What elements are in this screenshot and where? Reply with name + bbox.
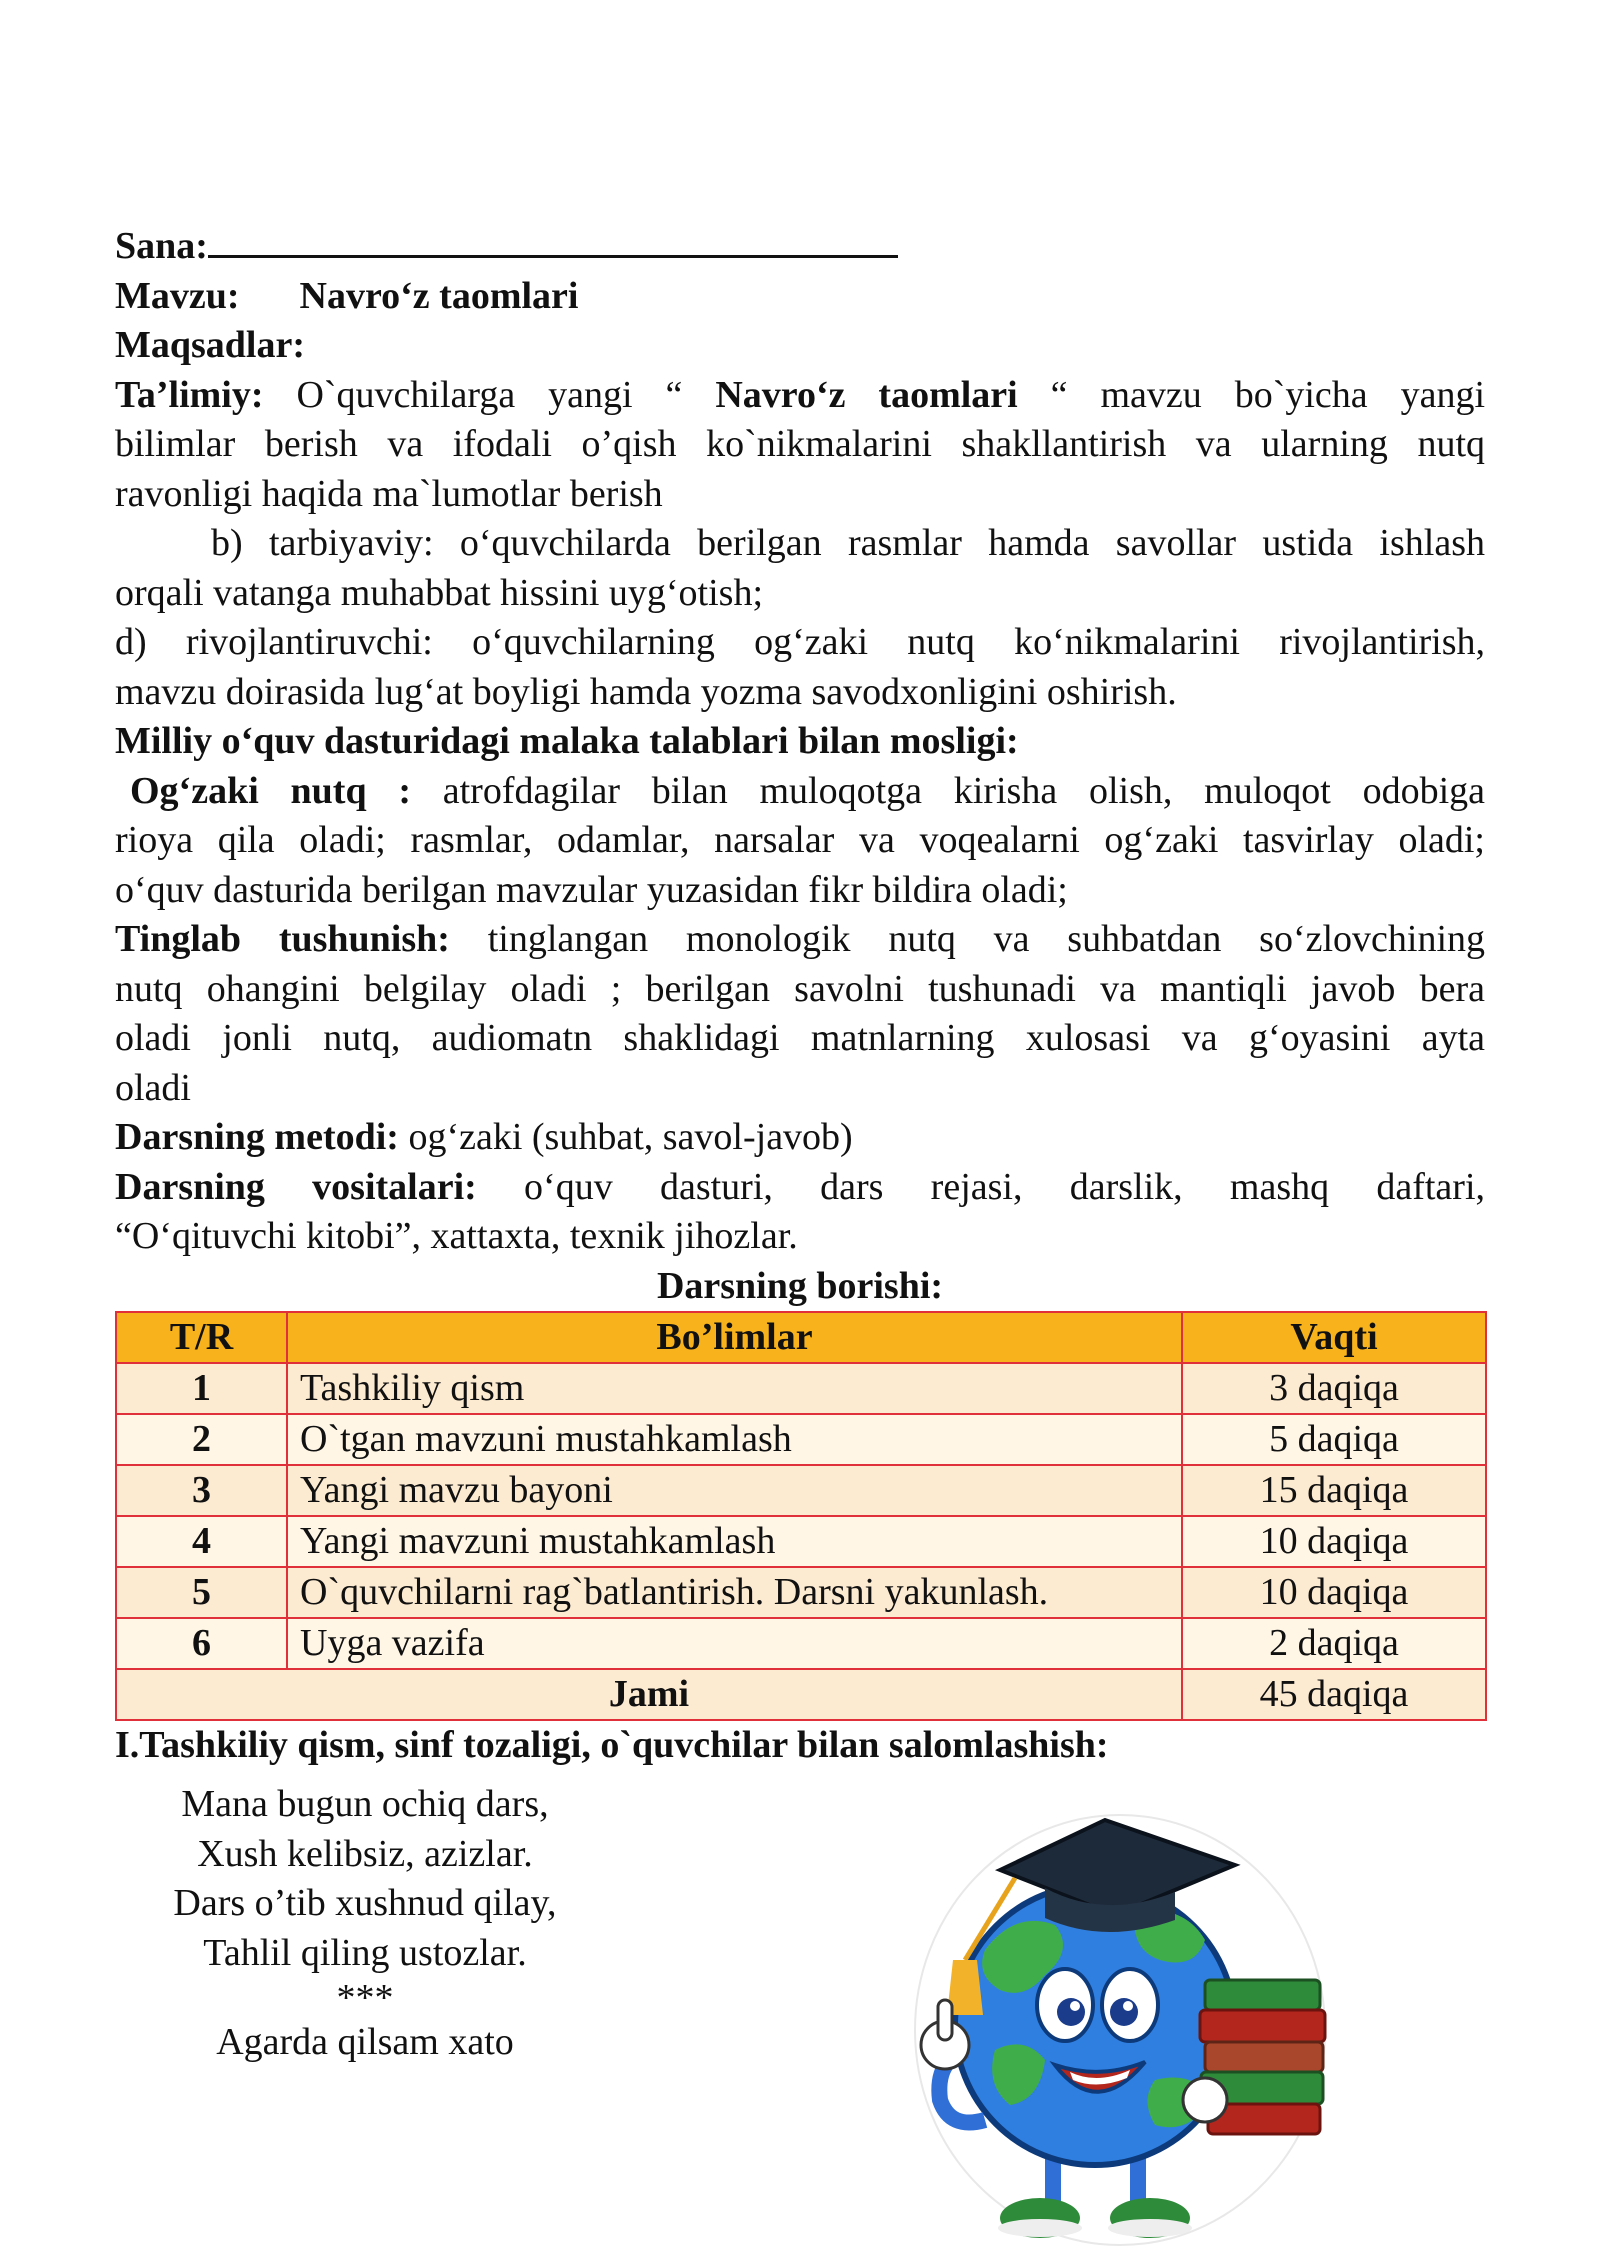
vosita-line-1 (115, 1163, 1485, 1213)
tinglab-label: Tinglab tushunish: (115, 918, 450, 960)
total-label: Jami (116, 1669, 1182, 1720)
talimiy-text-c: “ mavzu bo`yicha yangi (1017, 373, 1486, 416)
ogzaki-label: Og‘zaki nutq : (130, 769, 411, 812)
ogzaki-line-1 (115, 767, 1485, 817)
vosita-label: Darsning vositalari: (115, 1165, 477, 1208)
tinglab-text: tinglangan monologik nutq va suhbatdan so‘zlovchining (449, 918, 1485, 960)
header-section: Bo’limlar (287, 1312, 1182, 1363)
row-time: 10 daqiqa (1182, 1516, 1486, 1567)
mavzu-value: Navro‘z taomlari (299, 274, 579, 317)
ogzaki-line-2: rioya qila oladi; rasmlar, odamlar, narsalar va voqealarni og‘zaki tasvirlay oladi; (115, 819, 1485, 861)
table-total-row (116, 1669, 1486, 1720)
header-num: T/R (116, 1312, 287, 1363)
tarbiyaviy-line-1: b) tarbiyaviy: o‘quvchilarda berilgan rasmlar hamda savollar ustida ishlash (211, 522, 1485, 564)
poem (115, 1780, 615, 2068)
row-num: 2 (116, 1414, 287, 1465)
metod-value: og‘zaki (suhbat, savol-javob) (398, 1116, 853, 1158)
row-section: Yangi mavzu bayoni (287, 1465, 1182, 1516)
ogzaki-line-3: o‘quv dasturida berilgan mavzular yuzasidan fikr bildira oladi; (115, 868, 1068, 911)
table-row (116, 1414, 1486, 1465)
metod-label: Darsning metodi: (115, 1116, 399, 1158)
row-time: 2 daqiqa (1182, 1618, 1486, 1669)
row-time: 15 daqiqa (1182, 1465, 1486, 1516)
talimiy-text-a: O`quvchilarga yangi “ (296, 373, 716, 416)
lesson-table-header (116, 1312, 1486, 1363)
talimiy-topic: Navro‘z taomlari (715, 373, 1018, 416)
row-section: O`tgan mavzuni mustahkamlash (287, 1414, 1182, 1465)
section1-title: I.Tashkiliy qism, sinf tozaligi, o`quvchilar bilan salomlashish: (115, 1724, 1109, 1766)
poem-line: Xush kelibsiz, azizlar. (197, 1832, 533, 1875)
tarbiyaviy-line-2: orqali vatanga muhabbat hissini uyg‘otish; (115, 571, 764, 614)
rivoj-line-1: d) rivojlantiruvchi: o‘quvchilarning og‘zaki nutq ko‘nikmalarini rivojlantirish, (115, 621, 1485, 663)
lesson-table-title: Darsning borishi: (656, 1264, 944, 1307)
tinglab-line-4: oladi (115, 1066, 191, 1109)
row-section: O`quvchilarni rag`batlantirish. Darsni yakunlash. (287, 1567, 1182, 1618)
sana-blank (208, 225, 898, 258)
tinglab-line-2: nutq ohangini belgilay oladi ; berilgan savolni tushunadi va mantiqli javob bera (115, 967, 1485, 1010)
row-time: 10 daqiqa (1182, 1567, 1486, 1618)
vosita-line-2: “O‘qituvchi kitobi”, xattaxta, texnik jihozlar. (115, 1215, 798, 1257)
poem-line: Agarda qilsam xato (216, 2021, 514, 2063)
row-section: Tashkiliy qism (287, 1363, 1182, 1414)
row-num: 6 (116, 1618, 287, 1669)
mavzu-line (115, 272, 1485, 322)
globe-graduate-mascot-icon (905, 1800, 1355, 2260)
vosita-text: o‘quv dasturi, dars rejasi, darslik, mashq daftari, (476, 1165, 1486, 1208)
row-num: 4 (116, 1516, 287, 1567)
talimiy-line-3: ravonligi haqida ma`lumotlar berish (115, 472, 663, 515)
maqsadlar-label: Maqsadlar: (115, 324, 305, 366)
row-time: 3 daqiqa (1182, 1363, 1486, 1414)
tinglab-line-3: oladi jonli nutq, audiomatn shaklidagi matnlarning xulosasi va g‘oyasini ayta (115, 1017, 1485, 1059)
table-row (116, 1567, 1486, 1618)
poem-line: Mana bugun ochiq dars, (181, 1783, 549, 1825)
poem-separator: *** (336, 1977, 394, 2019)
talimiy-line-1 (115, 371, 1485, 421)
metod-line (115, 1113, 1485, 1163)
table-row (116, 1363, 1486, 1414)
row-section: Uyga vazifa (287, 1618, 1182, 1669)
mavzu-label: Mavzu: (115, 274, 240, 317)
tinglab-line-1 (115, 915, 1485, 965)
row-num: 1 (116, 1363, 287, 1414)
row-section: Yangi mavzuni mustahkamlash (287, 1516, 1182, 1567)
rivoj-line-2: mavzu doirasida lug‘at boyligi hamda yozma savodxonligini oshirish. (115, 670, 1177, 713)
ogzaki-text: atrofdagilar bilan muloqotga kirisha olish, muloqot odobiga (411, 769, 1485, 812)
lesson-plan-document (115, 222, 1485, 1771)
table-row (116, 1516, 1486, 1567)
row-num: 3 (116, 1465, 287, 1516)
sana-label: Sana: (115, 225, 208, 267)
poem-line: Tahlil qiling ustozlar. (203, 1931, 527, 1974)
lesson-table (115, 1311, 1487, 1721)
talimiy-label: Ta’limiy: (115, 373, 264, 416)
table-row (116, 1465, 1486, 1516)
sana-line (115, 222, 1485, 272)
talimiy-line-2: bilimlar berish va ifodali o’qish ko`nikmalarini shakllantirish va ularning nutq (115, 423, 1485, 465)
table-row (116, 1618, 1486, 1669)
standards-title: Milliy o‘quv dasturidagi malaka talablari bilan mosligi: (115, 720, 1019, 762)
poem-line: Dars o’tib xushnud qilay, (173, 1882, 557, 1924)
total-value: 45 daqiqa (1182, 1669, 1486, 1720)
row-num: 5 (116, 1567, 287, 1618)
row-time: 5 daqiqa (1182, 1414, 1486, 1465)
header-time: Vaqti (1182, 1312, 1486, 1363)
